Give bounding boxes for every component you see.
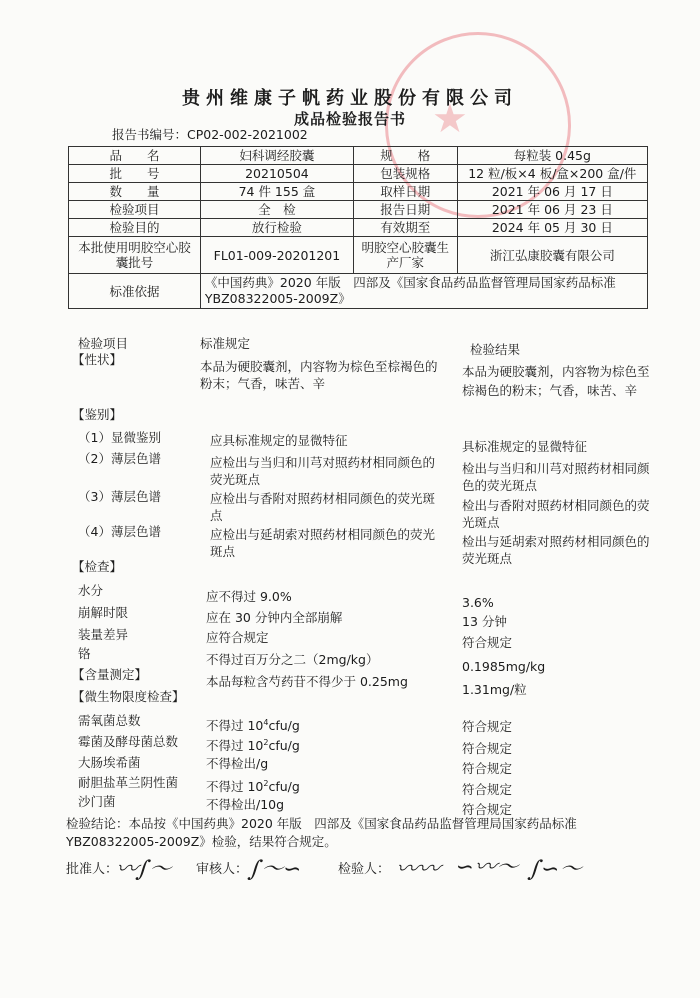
expiry-value: 2024 年 05 月 30 日: [457, 219, 647, 237]
qty-label: 数 量: [69, 183, 201, 201]
header-standard: 标准规定: [200, 336, 251, 351]
inspect-result-3: 符合规定: [462, 635, 513, 650]
micro-result-5: 符合规定: [462, 802, 513, 817]
header-result: 检验结果: [470, 342, 521, 357]
conclusion: 检验结论：本品按《中国药典》2020 年版 四部及《国家食品药品监督管理局国家药品标准YBZ08322005-2009Z》检验，结果符合规定。: [66, 816, 577, 849]
section-identification: 【鉴别】: [72, 407, 123, 422]
micro-item-2: 霉菌及酵母菌总数: [78, 734, 179, 749]
ident-standard-1: 应具标准规定的显微特征: [210, 433, 348, 448]
micro-item-1: 需氧菌总数: [78, 713, 141, 728]
expiry-label: 有效期至: [353, 219, 457, 237]
inspector-signature-1: 〰〰: [392, 857, 443, 882]
section-assay: 【含量测定】: [72, 667, 148, 682]
company-title: 贵州维康子帆药业股份有限公司: [182, 88, 518, 109]
reviewer-signature: ∫〜∽: [246, 857, 305, 882]
assay-result: 1.31mg/粒: [462, 682, 527, 697]
character-standard: 本品为硬胶囊剂，内容物为棕色至棕褐色的粉末；气香，味苦、辛: [200, 359, 438, 391]
micro-standard-1: 不得过 $10^4cfu/g$: [206, 718, 300, 734]
capsule-batch-label: 本批使用明胶空心胶囊批号: [69, 237, 201, 274]
standard-value: 《中国药典》2020 年版 四部及《国家食品药品监督管理局国家药品标准YBZ08322005-2009Z》: [200, 274, 647, 309]
micro-standard-3: 不得检出/g: [206, 756, 269, 771]
section-character: 【性状】: [72, 352, 123, 367]
reviewer-label: 审核人：: [196, 862, 249, 877]
items-label: 检验项目: [69, 201, 201, 219]
qty-value: 74 件 155 盒: [200, 183, 353, 201]
report-number-value: CP02-002-2021002: [187, 127, 308, 142]
batch-value: 20210504: [200, 165, 353, 183]
character-result: 本品为硬胶囊剂，内容物为棕色至棕褐色的粉末；气香，味苦、辛: [462, 364, 650, 398]
ident-result-4: 检出与延胡索对照药材相同颜色的荧光斑点: [462, 534, 650, 566]
spec-label: 规 格: [353, 147, 457, 165]
ident-item-3: （3）薄层色谱: [78, 489, 161, 504]
assay-standard: 本品每粒含芍药苷不得少于 0.25mg: [206, 674, 408, 689]
inspect-result-1: 3.6%: [462, 595, 494, 610]
inspect-standard-2: 应在 30 分钟内全部崩解: [206, 610, 343, 625]
micro-item-4: 耐胆盐革兰阴性菌: [78, 775, 179, 790]
inspect-standard-1: 应不得过 9.0%: [206, 589, 292, 604]
product-label: 品 名: [69, 147, 201, 165]
inspect-result-2: 13 分钟: [462, 614, 507, 629]
purpose-value: 放行检验: [200, 219, 353, 237]
micro-result-4: 符合规定: [462, 782, 513, 797]
section-micro: 【微生物限度检查】: [72, 689, 185, 704]
product-value: 妇科调经胶囊: [200, 147, 353, 165]
items-value: 全 检: [200, 201, 353, 219]
report-number-label: 报告书编号：: [112, 127, 188, 142]
inspector-label: 检验人：: [338, 862, 391, 877]
ident-item-2: （2）薄层色谱: [78, 451, 161, 466]
inspector-signature-3: ∫∽〜: [526, 857, 585, 882]
inspect-standard-3: 应符合规定: [206, 630, 269, 645]
ident-standard-2: 应检出与当归和川芎对照药材相同颜色的荧光斑点: [210, 455, 436, 487]
approver-signature: 〰∫〜: [112, 857, 175, 882]
micro-result-2: 符合规定: [462, 741, 513, 756]
inspect-item-3: 装量差异: [78, 627, 129, 642]
ident-result-1: 具标准规定的显微特征: [462, 439, 588, 454]
ident-standard-4: 应检出与延胡索对照药材相同颜色的荧光斑点: [210, 527, 436, 559]
capsule-maker-value: 浙江弘康胶囊有限公司: [457, 237, 647, 274]
report-date-value: 2021 年 06 月 23 日: [457, 201, 647, 219]
ident-result-3: 检出与香附对照药材相同颜色的荧光斑点: [462, 498, 650, 530]
micro-item-3: 大肠埃希菌: [78, 755, 141, 770]
report-title: 成品检验报告书: [293, 110, 406, 128]
section-inspection: 【检查】: [72, 559, 123, 574]
ident-result-2: 检出与当归和川芎对照药材相同颜色的荧光斑点: [462, 461, 650, 493]
sample-date-value: 2021 年 06 月 17 日: [457, 183, 647, 201]
report-date-label: 报告日期: [353, 201, 457, 219]
approver-label: 批准人：: [66, 862, 119, 877]
info-table: [68, 146, 648, 309]
pack-label: 包装规格: [353, 165, 457, 183]
micro-result-1: 符合规定: [462, 719, 513, 734]
header-item: 检验项目: [78, 336, 129, 351]
purpose-label: 检验目的: [69, 219, 201, 237]
batch-label: 批 号: [69, 165, 201, 183]
ident-item-1: （1）显微鉴别: [78, 430, 161, 445]
micro-result-3: 符合规定: [462, 761, 513, 776]
micro-standard-5: 不得检出/10g: [206, 797, 285, 812]
ident-item-4: （4）薄层色谱: [78, 524, 161, 539]
spec-value: 每粒装 0.45g: [457, 147, 647, 165]
inspect-item-2: 崩解时限: [78, 605, 129, 620]
standard-label: 标准依据: [69, 274, 201, 309]
pack-value: 12 粒/板×4 板/盒×200 盒/件: [457, 165, 647, 183]
report-number: [112, 126, 308, 143]
micro-standard-4: 不得过 $10^2cfu/g$: [206, 779, 300, 795]
capsule-batch-value: FL01-009-20201201: [200, 237, 353, 274]
seal-star-icon: ★: [432, 96, 468, 142]
inspect-result-4: 0.1985mg/kg: [462, 659, 546, 674]
inspector-signature-2: ∽〰〜: [452, 855, 522, 880]
inspect-item-4: 铬: [78, 646, 91, 661]
ident-standard-3: 应检出与香附对照药材相同颜色的荧光斑点: [210, 491, 436, 523]
inspect-standard-4: 不得过百万分之二（2mg/kg）: [206, 652, 379, 667]
inspect-item-1: 水分: [78, 583, 104, 598]
micro-standard-2: 不得过 $10^2cfu/g$: [206, 738, 300, 754]
capsule-maker-label: 明胶空心胶囊生产厂家: [353, 237, 457, 274]
sample-date-label: 取样日期: [353, 183, 457, 201]
micro-item-5: 沙门菌: [78, 794, 116, 809]
